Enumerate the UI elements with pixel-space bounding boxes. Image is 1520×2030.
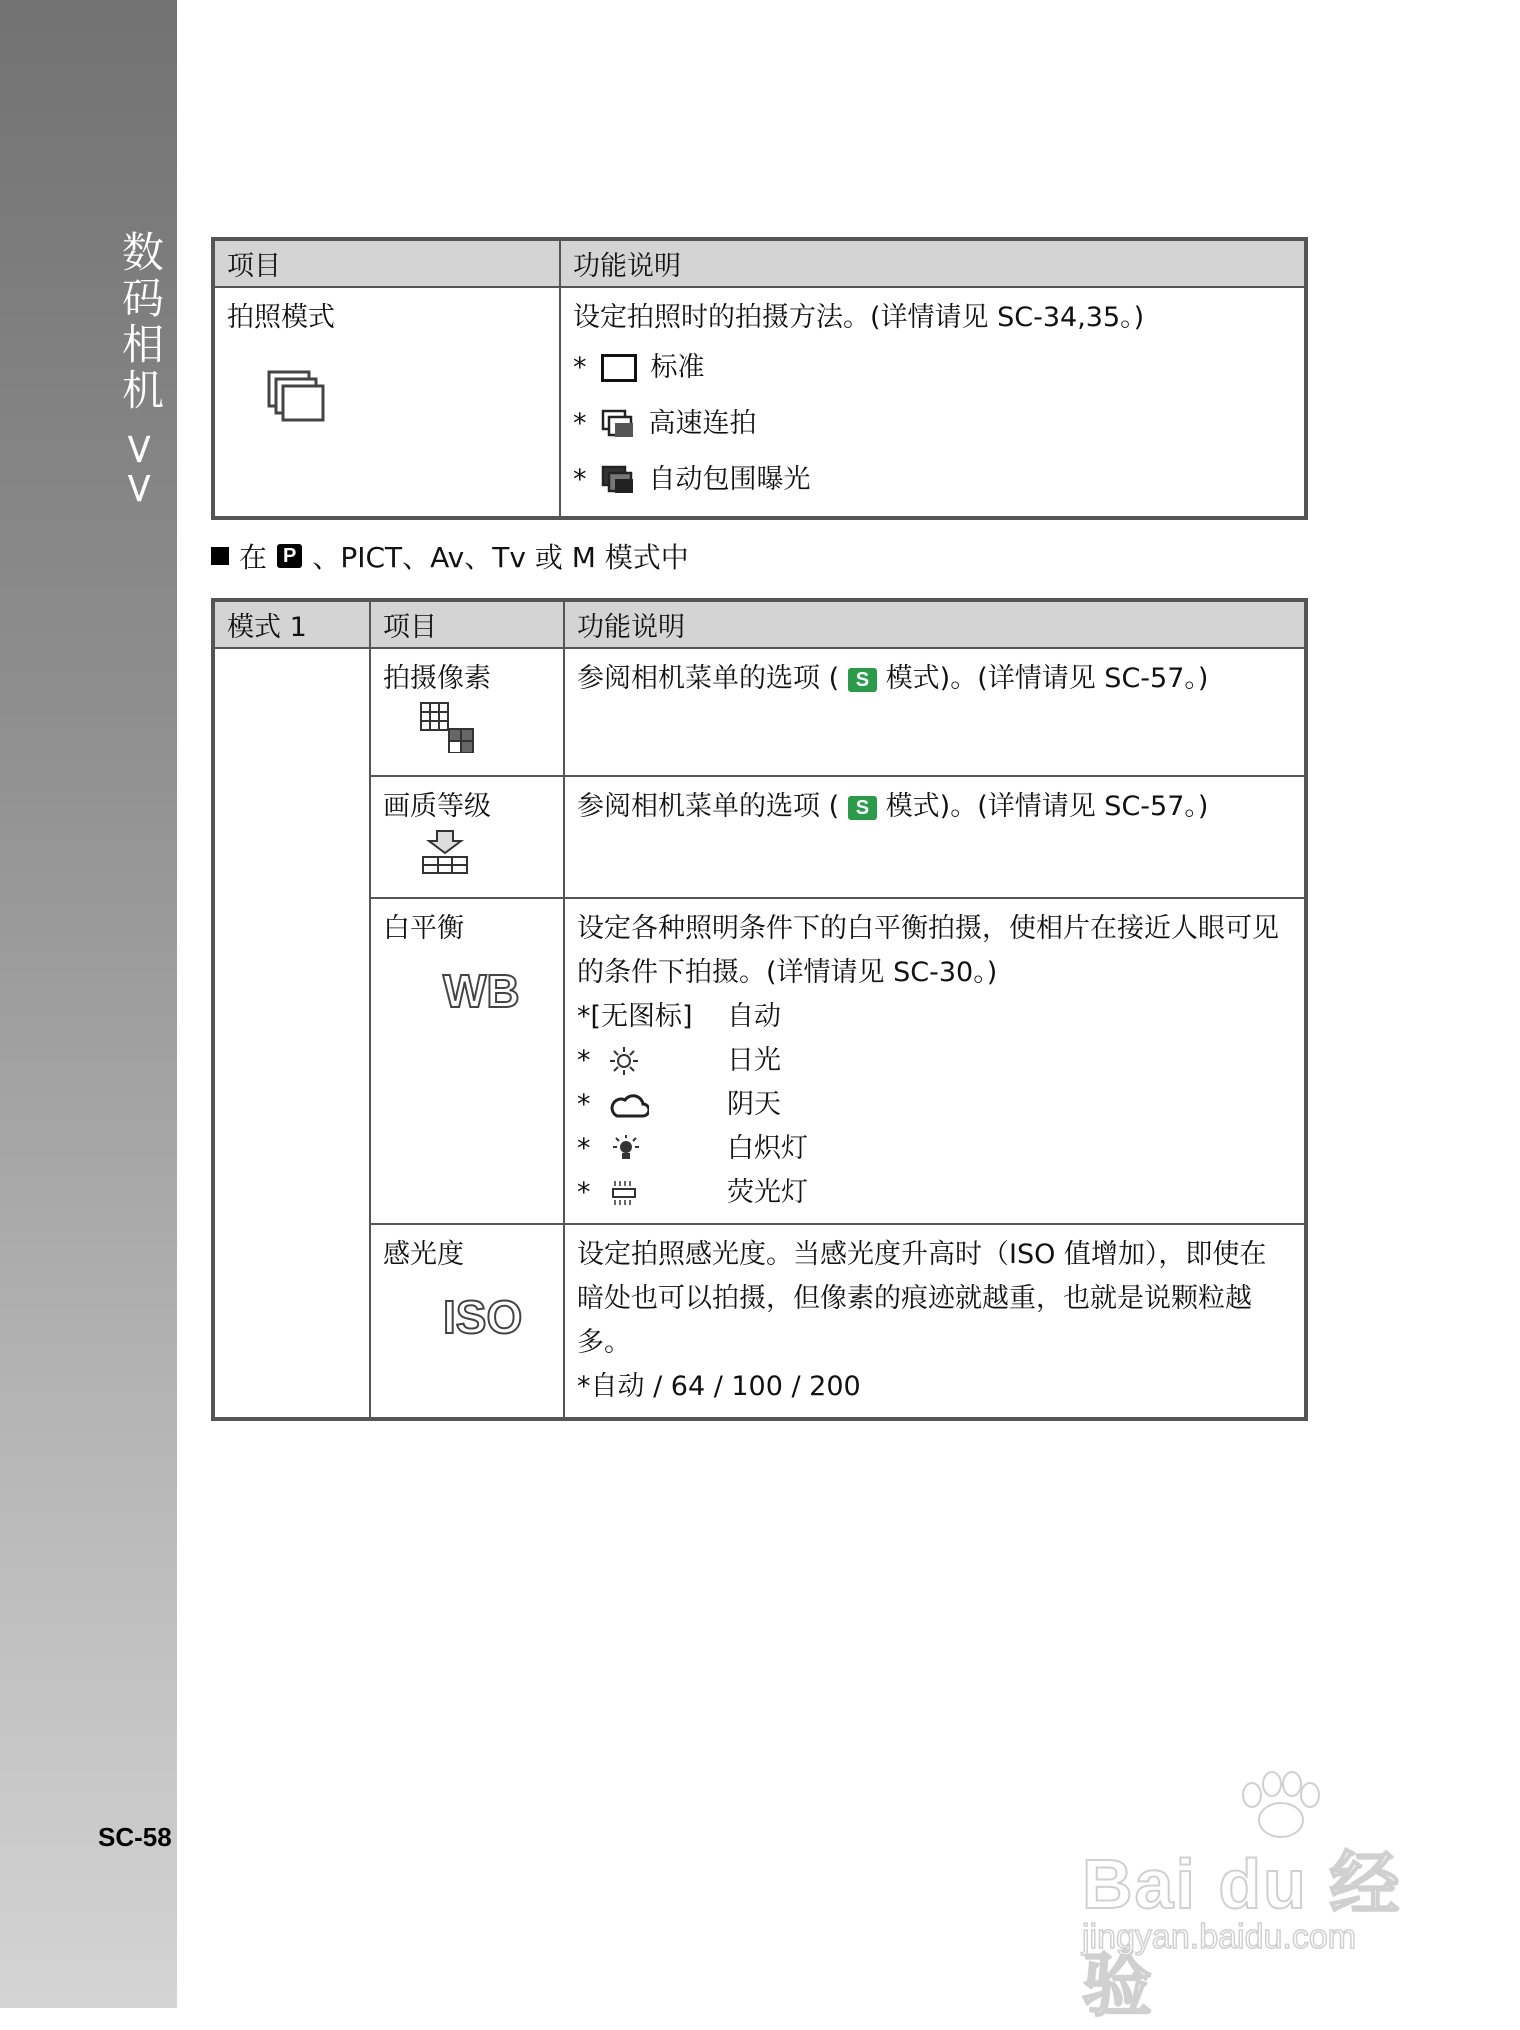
wb-option-tungsten: * 白炽灯 [577, 1133, 808, 1164]
bracket-icon [601, 465, 635, 495]
watermark-url: jingyan.baidu.com [1082, 1918, 1357, 1956]
description-cell: 参阅相机菜单的选项 ( S 模式)。(详情请见 SC-57。) [564, 776, 1306, 898]
s-mode-badge: S [848, 668, 877, 692]
bulb-icon [609, 1134, 643, 1164]
iso-icon: ISO [443, 1291, 523, 1343]
item-cell: 白平衡 WB [370, 898, 564, 1224]
table-row [213, 287, 1306, 518]
s-mode-badge: S [848, 796, 877, 820]
resolution-icon [419, 701, 475, 753]
item-label: 拍照模式 [227, 302, 335, 333]
wb-option-cloudy: * 阴天 [577, 1089, 781, 1120]
sun-icon [609, 1046, 639, 1076]
wb-option-daylight: * 日光 [577, 1045, 781, 1076]
continuous-icon [601, 409, 635, 439]
table-row [213, 1224, 1306, 1419]
mode-cell [213, 648, 370, 1419]
fluorescent-icon [609, 1178, 639, 1208]
item-cell: 拍摄像素 [370, 648, 564, 776]
item-cell [213, 287, 560, 518]
single-frame-icon [601, 354, 637, 382]
description-cell: 设定拍照感光度。当感光度升高时（ISO 值增加），即使在暗处也可以拍摄，但像素的痕迹就越重，也就是说颗粒越多。 *自动 / 64 / 100 / 200 [564, 1224, 1306, 1419]
drive-mode-icon [267, 370, 327, 424]
sidebar [0, 0, 177, 2008]
table-row [213, 648, 1306, 776]
mode-settings-table [211, 598, 1308, 1421]
description-cell [560, 287, 1306, 518]
description-cell: 参阅相机菜单的选项 ( S 模式)。(详情请见 SC-57。) [564, 648, 1306, 776]
header-mode: 模式 1 [213, 600, 370, 648]
description-cell: 设定各种照明条件下的白平衡拍摄，使相片在接近人眼可见的条件下拍摄。(详情请见 SC-30。) *[无图标] 自动 * 日光 * 阴天 * 白炽灯 * 荧光灯 [564, 898, 1306, 1224]
section-heading: 在 P 、PICT、Av、Tv 或 M 模式中 [211, 536, 689, 576]
watermark-brand: Bai du 经验 [1082, 1845, 1402, 2024]
header-description: 功能说明 [560, 239, 1306, 287]
header-description: 功能说明 [564, 600, 1306, 648]
option-bracket: * 自动包围曝光 [573, 464, 811, 495]
table-header-row [213, 239, 1306, 287]
p-mode-badge: P [277, 544, 302, 568]
header-item: 项目 [370, 600, 564, 648]
description-text: 设定拍照时的拍摄方法。(详情请见 SC-34,35。) [573, 302, 1145, 333]
item-cell: 感光度 ISO [370, 1224, 564, 1419]
table-row [213, 898, 1306, 1224]
table-row [213, 776, 1306, 898]
shooting-mode-table [211, 237, 1308, 520]
item-cell: 画质等级 [370, 776, 564, 898]
wb-option-fluorescent: * 荧光灯 [577, 1177, 808, 1208]
page-number: SC-58 [98, 1822, 172, 1852]
baidu-watermark [1072, 1770, 1432, 2024]
quality-icon [419, 829, 471, 875]
table-header-row [213, 600, 1306, 648]
square-bullet-icon [211, 547, 229, 565]
cloud-icon [609, 1090, 649, 1120]
sidebar-title: 数码相机 >> [116, 230, 165, 510]
wb-option-auto: *[无图标] 自动 [577, 1001, 781, 1032]
white-balance-icon: WB [443, 965, 520, 1017]
option-standard: * 标准 [573, 352, 705, 383]
header-item: 项目 [213, 239, 560, 287]
option-continuous: * 高速连拍 [573, 408, 757, 439]
